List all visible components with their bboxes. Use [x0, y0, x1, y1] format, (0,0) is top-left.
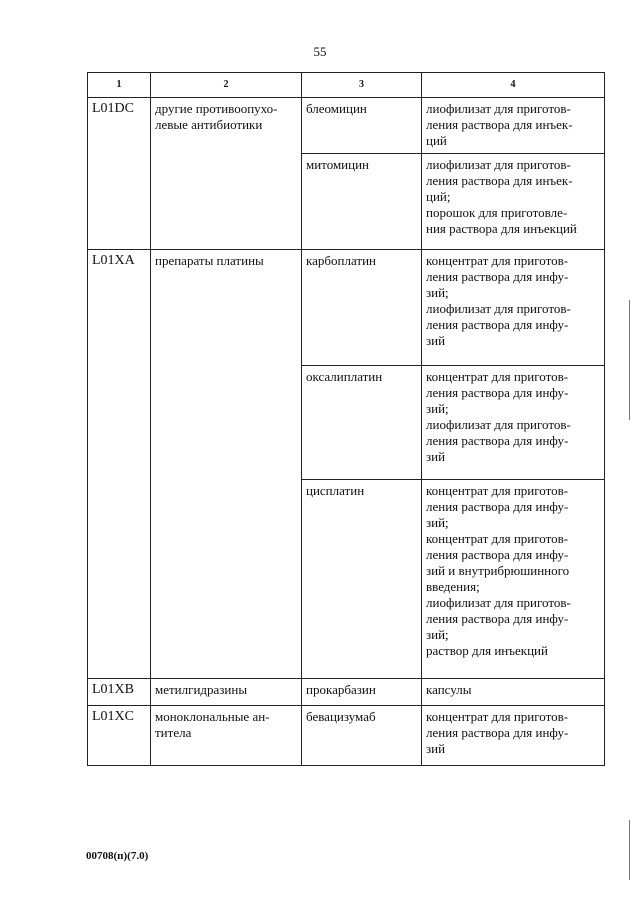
drug-name-cell: блеомицин	[302, 98, 422, 154]
table-row	[88, 250, 605, 366]
table-row	[88, 679, 605, 706]
atc-code-cell: L01XB	[88, 679, 151, 706]
group-name-cell: препараты платины	[151, 250, 302, 679]
dosage-form-cell: концентрат для приготов- ления раствора для инфу- зий; лиофилизат для приготов- ления раствора для инфу- зий	[422, 250, 605, 366]
column-header-2: 2	[151, 73, 302, 98]
dosage-form-cell: концентрат для приготов- ления раствора для инфу- зий; лиофилизат для приготов- ления раствора для инфу- зий	[422, 366, 605, 480]
group-name-cell: моноклональные ан- титела	[151, 706, 302, 766]
column-header-3: 3	[302, 73, 422, 98]
table-row	[88, 706, 605, 766]
drug-name-cell: карбоплатин	[302, 250, 422, 366]
document-footer-code: 00708(п)(7.0)	[86, 850, 149, 862]
scan-edge-mark	[629, 300, 630, 420]
table-row	[88, 98, 605, 154]
drug-table	[87, 72, 605, 766]
group-name-cell: метилгидразины	[151, 679, 302, 706]
dosage-form-cell: концентрат для приготов- ления раствора для инфу- зий; концентрат для приготов- ления раствора для инфу- зий и внутрибрюшинного введения; лиофилизат для приготов- ления раствора для инфу- зий; раствор для инъекций	[422, 480, 605, 679]
column-header-4: 4	[422, 73, 605, 98]
atc-code-cell: L01DC	[88, 98, 151, 250]
column-header-1: 1	[88, 73, 151, 98]
atc-code-cell: L01XC	[88, 706, 151, 766]
dosage-form-cell: концентрат для приготов- ления раствора для инфу- зий	[422, 706, 605, 766]
drug-name-cell: оксалиплатин	[302, 366, 422, 480]
drug-name-cell: прокарбазин	[302, 679, 422, 706]
scan-edge-mark	[629, 820, 630, 880]
drug-name-cell: митомицин	[302, 154, 422, 250]
group-name-cell: другие противоопухо- левые антибиотики	[151, 98, 302, 250]
dosage-form-cell: лиофилизат для приготов- ления раствора для инъек- ций; порошок для приготовле- ния раствора для инъекций	[422, 154, 605, 250]
dosage-form-cell: лиофилизат для приготов- ления раствора для инъек- ций	[422, 98, 605, 154]
page-number: 55	[313, 44, 327, 59]
drug-name-cell: бевацизумаб	[302, 706, 422, 766]
atc-code-cell: L01XA	[88, 250, 151, 679]
table-header-row	[88, 73, 605, 98]
drug-name-cell: цисплатин	[302, 480, 422, 679]
dosage-form-cell: капсулы	[422, 679, 605, 706]
